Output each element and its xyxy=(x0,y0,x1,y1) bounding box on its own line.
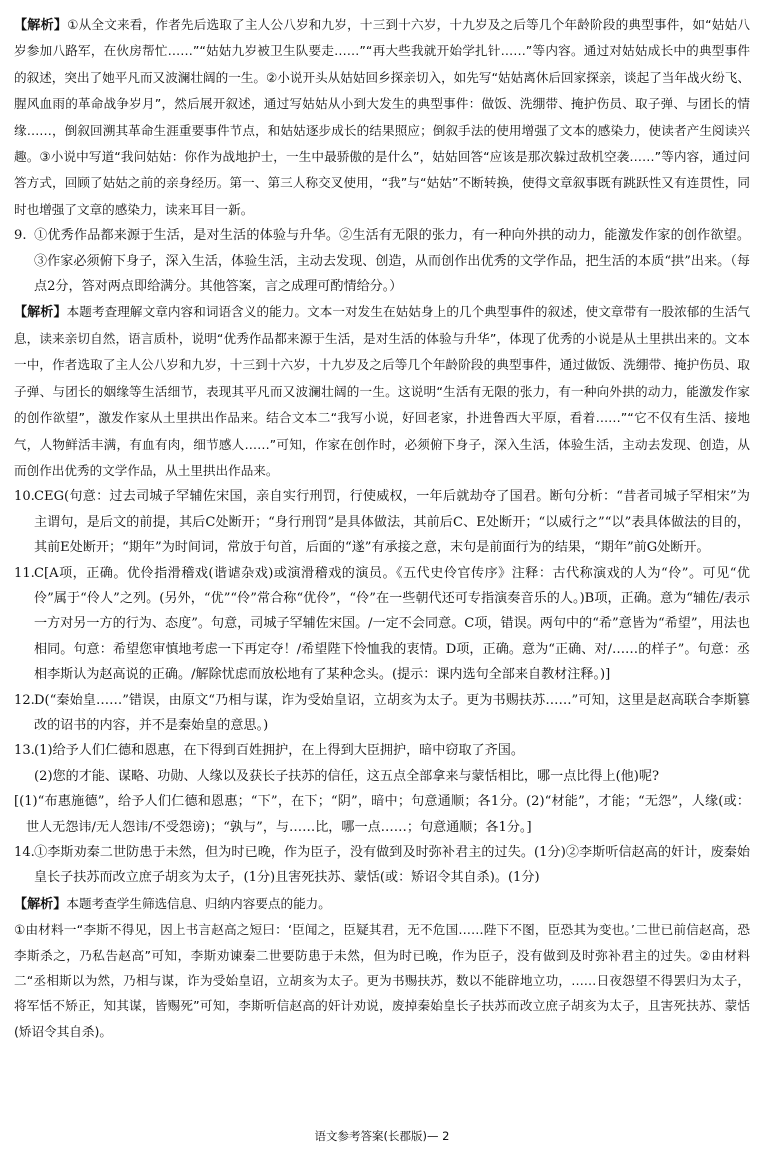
q10-answer xyxy=(14,484,750,560)
q9-answer xyxy=(14,223,750,299)
q9-answer-text: ①优秀作品都来源于生活，是对生活的体验与升华。②生活有无限的张力，有一种向外拱的动力，能激发作家的创作欲望。③作家必须俯下身子，深入生活，体验生活，主动去发现、创造，从而创作出优秀的文学作品，把生活的本质“拱”出来。（每点2分，答对两点即给满分。其他答案，言之成理可酌情给分。） xyxy=(34,228,750,295)
analysis-label: 【解析】 xyxy=(14,896,67,912)
page-footer: 语文参考答案(长郡版)— 2 xyxy=(314,1129,450,1143)
q13-number: 13. xyxy=(14,743,35,759)
q8-analysis xyxy=(14,12,750,223)
q12-answer xyxy=(14,688,750,739)
q13-scoring-note: [(1)“布惠施德”，给予人们仁德和恩惠；“下”，在下；“阴”，暗中；句意通顺；各1分。(2)“材能”，才能；“无怨”，人缘(或：世人无怨讳/无人怨讳/不受怨谤)；“孰与”，与……比，哪一点……；句意通顺；各1分。] xyxy=(14,794,750,835)
q14-analysis-body: ①由材料一“李斯不得见，因上书言赵高之短曰：‘臣闻之，臣疑其君，无不危国……陛下不图，臣恐其为变也。’二世已前信赵高，恐李斯杀之，乃私告赵高”可知，李斯劝谏秦二世要防患于未然，但为时已晚，作为臣子，没有做到及时弥补君主的过失。②由材料二“丞相斯以为然，乃相与谋，诈为受始皇诏，立胡亥为太子。更为书赐扶苏，数以不能辟地立功，……日夜怨望不得罢归为太子，将军恬不矫正，知其谋，皆赐死”可知，李斯听信赵高的奸计劝说，废掉秦始皇长子扶苏而改立庶子胡亥为太子，且害死扶苏、蒙恬(矫诏令其自杀)。 xyxy=(14,922,750,1039)
q9-analysis-text: 本题考查理解文章内容和词语含义的能力。文本一对发生在姑姑身上的几个典型事件的叙述，使文章带有一股浓郁的生活气息，读来亲切自然，语言质朴，说明“优秀作品都来源于生活，是对生活的体验与升华”，体现了优秀的小说是从土里拱出来的。文本一中，作者选取了主人公八岁和九岁，十三到十六岁，十九岁及之后等几个年龄阶段的典型事件，通过做饭、洗绷带、掩护伤员、取子弹、与团长的姻缘等生活细节，表现其平凡而又波澜壮阔的一生。这说明“生活有无限的张力，有一种向外拱的动力，能激发作家的创作欲望”，激发作家从土里拱出作品来。结合文本二“我写小说，好回老家，扑进鲁西大平原，看着……”“它不仅有生活、接地气，人物鲜活丰满，有血有肉，细节感人……”可知，作家在创作时，必须俯下身子，深入生活，体验生活，主动去发现、创造，从而创作出优秀的文学作品，从土里拱出作品来。 xyxy=(14,304,750,478)
q12-answer-text: D(“秦始皇……”错误，由原文“乃相与谋，诈为受始皇诏，立胡亥为太子。更为书赐扶苏……”可知，这里是赵高联合李斯篡改的诏书的内容，并不是秦始皇的意思。) xyxy=(34,692,750,733)
q10-number: 10. xyxy=(14,489,35,505)
analysis-label: 【解析】 xyxy=(14,18,68,33)
q11-number: 11. xyxy=(14,565,35,581)
q14-answer xyxy=(14,840,750,891)
q11-answer-text: C[A项，正确。优伶指滑稽戏(谐谑杂戏)或演滑稽戏的演员。《五代史伶官传序》注释：古代称演戏的人为“伶”。可见“优伶”属于“伶人”之列。(另外，“优”“伶”常合称“优伶”，“伶”在一些朝代还可专指演奏音乐的人。)B项，正确。意为“辅佐/表示一方对另一方的行为、态度”。句意，司城子罕辅佐宋国。/一定不会同意。C项，错误。两句中的“希”意皆为“希望”，用法也相同。句意：希望您审慎地考虑一下再定夺！/希望陛下怜恤我的衷情。D项，正确。意为“正确、对/……的样子”。句意：丞相李斯认为赵高说的正确。/解除忧虑而放松地有了某种念头。(提示：课内选句全部来自教材注释。)] xyxy=(34,565,750,683)
q14-answer-text: ①李斯劝秦二世防患于未然，但为时已晚，作为臣子，没有做到及时弥补君主的过失。(1分)②李斯听信赵高的奸计，废秦始皇长子扶苏而改立庶子胡亥为太子，(1分)且害死扶苏、蒙恬(或：矫诏令其自杀)。(1分) xyxy=(34,845,750,886)
q11-answer xyxy=(14,561,750,688)
q8-analysis-text: ①从全文来看，作者先后选取了主人公八岁和九岁，十三到十六岁，十九岁及之后等几个年龄阶段的典型事件，如“姑姑八岁参加八路军，在伙房帮忙……”“姑姑九岁被卫生队要走……”“再大些我就开始学扎针……”等内容。通过对姑姑成长中的典型事件的叙述，突出了她平凡而又波澜壮阔的一生。②小说开头从姑姑回乡探亲切入，如先写“姑姑离休后回家探亲，谈起了当年战火纷飞、腥风血雨的革命战争岁月”，然后展开叙述，通过写姑姑从小到大发生的典型事件：做饭、洗绷带、掩护伤员、取子弹、与团长的情缘……，倒叙回溯其革命生涯重要事件节点，和姑姑逐步成长的结果照应；倒叙手法的使用增强了文本的感染力，使读者产生阅读兴趣。③小说中写道“我问姑姑：你作为战地护士，一生中最骄傲的是什么”，姑姑回答“应该是那次躲过敌机空袭……”等内容，通过问答方式，回顾了姑姑之前的亲身经历。第一、第三人称交叉使用，“我”与“姑姑”不断转换，使得文章叙事既有跳跃性又有连贯性，同时也增强了文章的感染力，读来耳目一新。 xyxy=(14,17,751,217)
q12-number: 12. xyxy=(14,692,35,708)
q10-answer-text: CEG(句意：过去司城子罕辅佐宋国，亲自实行刑罚，行使威权，一年后就劫夺了国君。断句分析：“昔者司城子罕相宋”为主谓句，是后文的前提，其后C处断开；“身行刑罚”是具体做法，其前后C、E处断开；“以威行之”“以”表具体做法的目的，其前E处断开；“期年”为时间词，常放于句首，后面的“遂”有承接之意，末句是前面行为的结果，“期年”前G处断开。 xyxy=(34,489,750,556)
q13-part1: (1)给予人们仁德和恩惠，在下得到百姓拥护，在上得到大臣拥护，暗中窃取了齐国。 xyxy=(34,743,524,759)
page-content xyxy=(14,12,750,1044)
q14-number: 14. xyxy=(14,845,35,860)
analysis-label: 【解析】 xyxy=(14,305,67,321)
q13-answer xyxy=(14,738,750,763)
q14-analysis-intro xyxy=(14,891,750,917)
q9-number: 9. xyxy=(14,228,27,244)
q14-analysis-intro-text: 本题考查学生筛选信息、归纳内容要点的能力。 xyxy=(66,895,331,911)
q9-analysis xyxy=(14,299,750,484)
q13-part2: (2)您的才能、谋略、功勋、人缘以及获长子扶苏的信任，这五点全部拿来与蒙恬相比，哪一点比得上(他)呢? xyxy=(34,768,660,784)
